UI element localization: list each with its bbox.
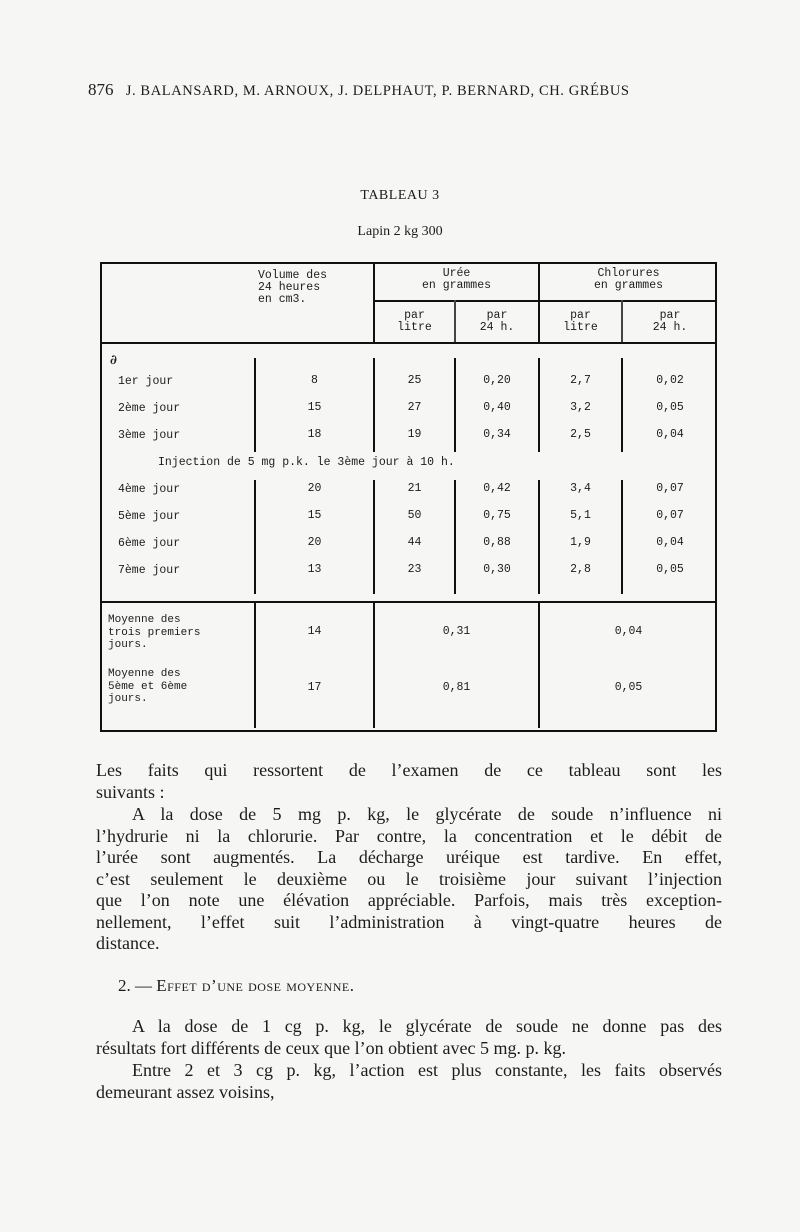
paragraph-dose-2-3cg: Entre 2 et 3 cg p. kg, l’action est plus constante, les faits observés demeurant assez voisins, (96, 1060, 722, 1102)
row-day: 5ème jour (118, 510, 181, 523)
header-chl-par-litre: par litre (563, 309, 598, 334)
section-number: 2. — (118, 976, 152, 995)
section-heading (118, 976, 354, 996)
header-chl-par-24h: par 24 h. (652, 309, 688, 334)
authors-line: J. BALANSARD, M. ARNOUX, J. DELPHAUT, P. BERNARD, CH. GRÉBUS (125, 83, 630, 99)
data-table: Volume des 24 heures en cm3. Urée en grammes Chlorures en grammes par litre par 24 h. par litre par 24 h. ∂ 1er jour 8 25 0,20 2,7 0,02 2ème jour 15 27 0,40 3,2 0,05 3ème jour 18 19 0,34 2,5 0,04 Injection de 5 mg p.k. le 3ème jour à 10 h. 4ème jour 20 21 0,42 3,4 0,07 5ème jour 15 50 0,75 5,1 0,07 6ème jour 20 44 0,88 1,9 0,04 7ème jour 13 23 0,30 2,8 0,05 Moyenne des trois premiers jours. 14 0,31 0,04 Moyenne des 5ème et 6ème jours. 17 0,81 0,05 (100, 262, 717, 732)
vrule-chl-avg (538, 601, 540, 728)
average-label: Moyenne des trois premiers jours. (108, 614, 201, 651)
paragraph-intro: Les faits qui ressortent de l’examen de ce tableau sont les suivants : (96, 760, 722, 802)
section-title: Effet d’une dose moyenne. (156, 976, 355, 995)
header-uree-par-24h: par 24 h. (479, 309, 515, 334)
header-volume: Volume des 24 heures en cm3. (258, 269, 328, 306)
table-subtitle: Lapin 2 kg 300 (357, 224, 443, 239)
header-uree: Urée en grammes (421, 267, 491, 292)
paragraph-dose-1cg: A la dose de 1 cg p. kg, le glycérate de soude ne donne pas des résultats fort différents de ceux que l’on obtient avec 5 mg. p. kg. (96, 1016, 722, 1058)
handwritten-mark: ∂ (110, 353, 117, 368)
average-label: Moyenne des 5ème et 6ème jours. (108, 668, 188, 705)
row-day: 7ème jour (118, 564, 181, 577)
injection-note: Injection de 5 mg p.k. le 3ème jour à 10 h. (158, 456, 455, 469)
row-day: 4ème jour (118, 483, 181, 496)
header-chlorures: Chlorures en grammes (593, 267, 663, 292)
vrule-uree-avg (373, 601, 375, 728)
header-uree-par-litre: par litre (397, 309, 432, 334)
row-day: 3ème jour (118, 429, 181, 442)
rule-averages-top (100, 601, 717, 603)
rule-header-bottom (100, 342, 717, 344)
running-header (88, 80, 630, 100)
page-number: 876 (88, 80, 114, 99)
row-day: 2ème jour (118, 402, 181, 415)
paragraph-dose-5mg: A la dose de 5 mg p. kg, le glycérate de soude n’influence ni l’hydrurie ni la chlorurie. Par contre, la concentration et le débit de l’urée sont augmentés. La décharge uréique est tardive. En effet, c’est seulement le deuxième ou le troisième jour suivant l’injection que l’on note une élévation appréciable. Parfois, mais très exception- nellement, l’effet suit l’administration à vingt-quatre heures de distance. (96, 804, 722, 953)
row-day: 6ème jour (118, 537, 181, 550)
vrule-vol-avg (254, 601, 256, 728)
rule-subheader (373, 300, 717, 302)
row-day: 1er jour (118, 375, 174, 388)
table-title: TABLEAU 3 (360, 188, 440, 203)
